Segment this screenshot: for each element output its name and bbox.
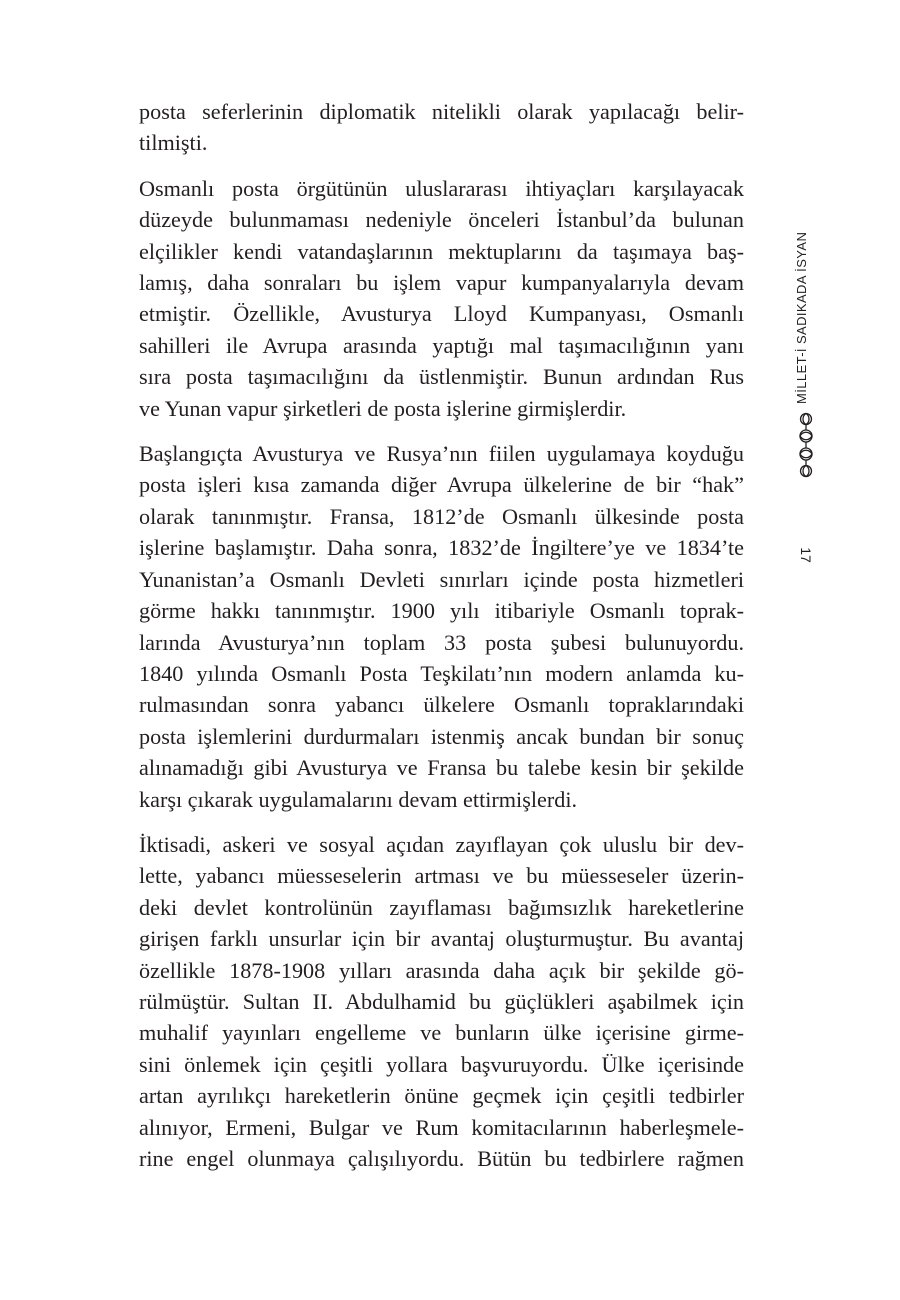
text-line: girişen farklı unsurlar için bir avantaj oluşturmuştur. Bu avantaj	[139, 926, 744, 952]
text-line: sini önlemek için çeşitli yollara başvuruyordu. Ülke içerisinde	[139, 1051, 744, 1077]
scroll-ornament-icon	[794, 410, 818, 482]
running-head-title: MİLLET-İ SADIKADA İSYAN	[794, 231, 809, 404]
text-line: rine engel olunmaya çalışılıyordu. Bütün bu tedbirlere rağmen	[139, 1146, 744, 1171]
text-line: alınıyor, Ermeni, Bulgar ve Rum komitacılarının haberleşmele-	[139, 1114, 744, 1140]
text-line: özellikle 1878-1908 yılları arasında daha açık bir şekilde gö-	[139, 957, 744, 983]
running-head	[774, 231, 838, 536]
text-line: etmiştir. Özellikle, Avusturya Lloyd Kumpanyası, Osmanlı	[139, 301, 744, 327]
text-line: posta işlemlerini durdurmaları istenmiş ancak bundan bir sonuç	[139, 723, 744, 749]
text-line: lamış, daha sonraları bu işlem vapur kumpanyalarıyla devam	[139, 270, 744, 296]
text-line: muhalif yayınları engelleme ve bunların ülke içerisine girme-	[139, 1020, 744, 1046]
page-number: 17	[798, 547, 814, 563]
text-line: artan ayrılıkçı hareketlerin önüne geçmek için çeşitli tedbirler	[139, 1083, 744, 1109]
text-line: 1840 yılında Osmanlı Posta Teşkilatı’nın modern anlamda ku-	[139, 660, 744, 686]
text-line: Osmanlı posta örgütünün uluslararası ihtiyaçları karşılayacak	[139, 175, 744, 201]
text-line: posta işleri kısa zamanda diğer Avrupa ülkelerine de bir “hak”	[139, 472, 744, 498]
text-line: düzeyde bulunmaması nedeniyle önceleri İstanbul’da bulunan	[139, 207, 744, 233]
paragraph-1	[139, 96, 744, 159]
text-line: karşı çıkarak uygulamalarını devam ettirmişlerdi.	[139, 786, 578, 812]
paragraph-2	[139, 173, 744, 424]
text-line: olarak tanınmıştır. Fransa, 1812’de Osmanlı ülkesinde posta	[139, 503, 744, 529]
text-line: işlerine başlamıştır. Daha sonra, 1832’de İngiltere’ye ve 1834’te	[139, 535, 744, 561]
text-line: tilmişti.	[139, 130, 208, 156]
text-line: Başlangıçta Avusturya ve Rusya’nın fiilen uygulamaya koyduğu	[139, 441, 744, 467]
text-line: ve Yunan vapur şirketleri de posta işlerine girmişlerdir.	[139, 395, 627, 421]
body-text	[139, 96, 744, 1188]
text-line: rülmüştür. Sultan II. Abdulhamid bu güçlükleri aşabilmek için	[139, 988, 744, 1014]
text-line: lette, yabancı müesseselerin artması ve bu müesseseler üzerin-	[139, 863, 744, 889]
text-line: rulmasından sonra yabancı ülkelere Osmanlı topraklarındaki	[139, 692, 744, 718]
text-line: larında Avusturya’nın toplam 33 posta şubesi bulunuyordu.	[139, 629, 744, 655]
text-line: sıra posta taşımacılığını da üstlenmiştir. Bunun ardından Rus	[139, 364, 744, 390]
paragraph-4	[139, 829, 744, 1174]
text-line: alınamadığı gibi Avusturya ve Fransa bu talebe kesin bir şekilde	[139, 755, 744, 781]
text-line: İktisadi, askeri ve sosyal açıdan zayıflayan çok uluslu bir dev-	[139, 831, 744, 857]
text-line: Yunanistan’a Osmanlı Devleti sınırları içinde posta hizmetleri	[139, 566, 744, 592]
text-line: posta seferlerinin diplomatik nitelikli olarak yapılacağı belir-	[139, 99, 744, 124]
paragraph-3	[139, 438, 744, 815]
text-line: görme hakkı tanınmıştır. 1900 yılı itibariyle Osmanlı toprak-	[139, 598, 744, 624]
text-line: sahilleri ile Avrupa arasında yaptığı mal taşımacılığının yanı	[139, 332, 744, 358]
text-line: deki devlet kontrolünün zayıflaması bağımsızlık hareketlerine	[139, 894, 744, 920]
text-line: elçilikler kendi vatandaşlarının mektuplarını da taşımaya baş-	[139, 238, 744, 264]
